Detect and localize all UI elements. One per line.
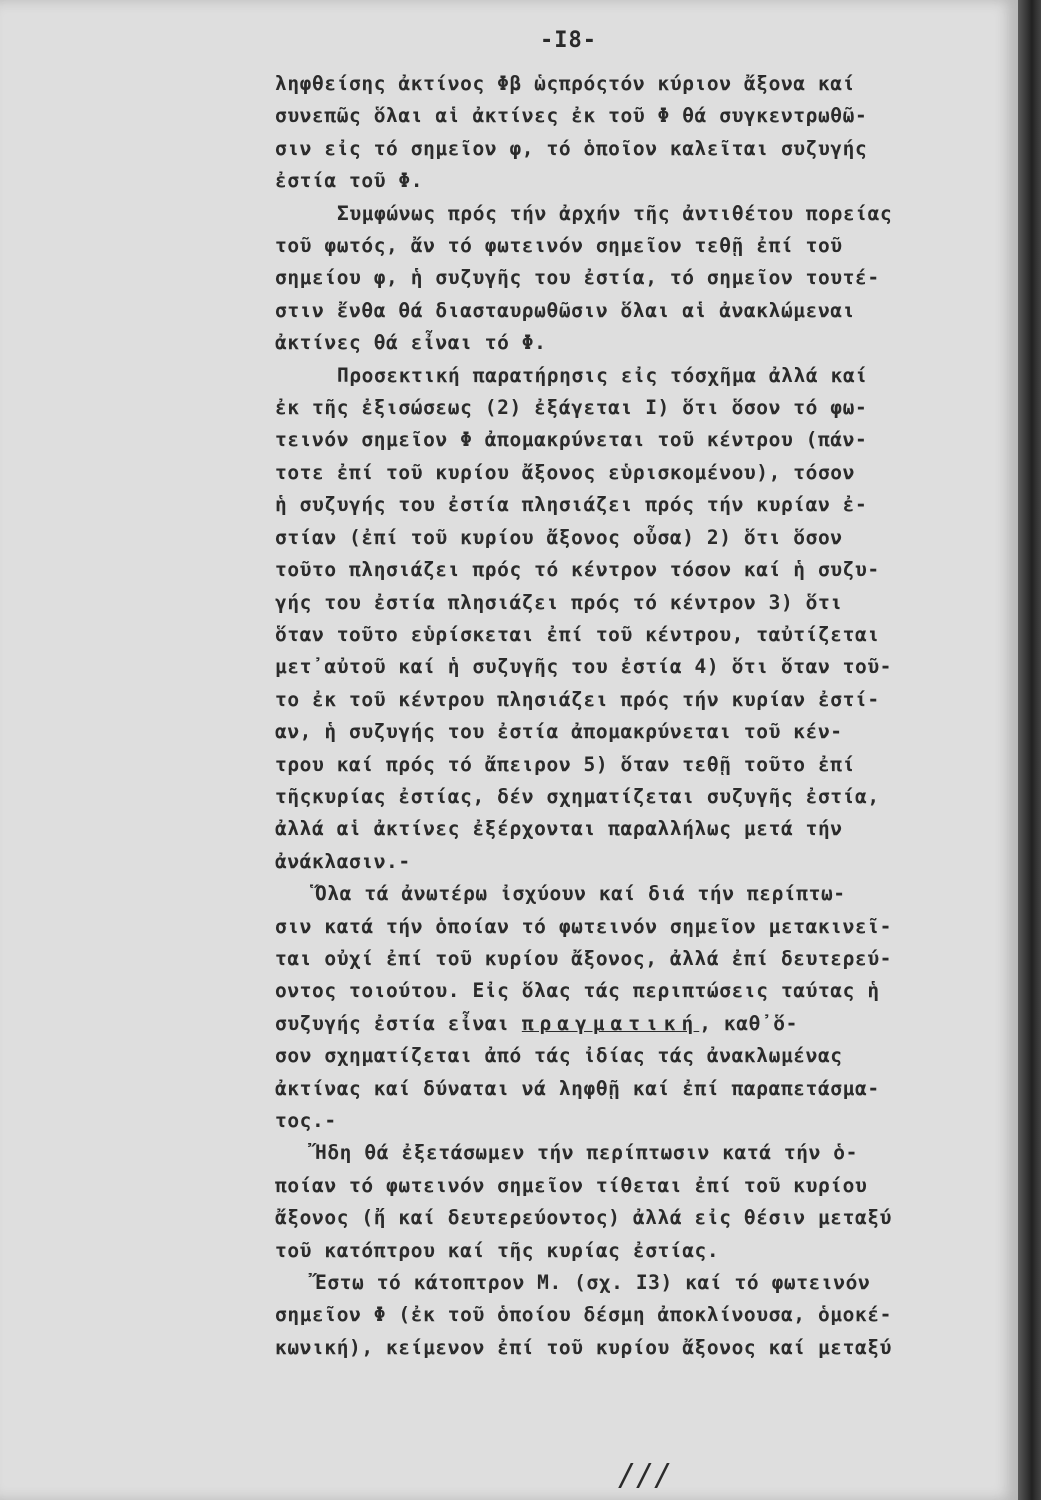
text-line: ἐκ τῆς ἐξισώσεως (2) ἐξάγεται Ι) ὅτι ὅσον τό φω- <box>275 396 868 420</box>
text-line: τῆςκυρίας ἐστίας, δέν σχηματίζεται συζυγῆς ἐστία, <box>275 784 880 808</box>
text-line: ὅταν τοῦτο εὑρίσκεται ἐπί τοῦ κέντρου, ταὐτίζεται <box>275 622 880 646</box>
text-line: ληφθείσης ἀκτίνος Φβ ὡςπρόςτόν κύριον ἄξονα καί <box>275 72 855 95</box>
text-line <box>275 1008 990 1040</box>
text-line: Προσεκτική παρατήρησις εἰς τόσχῆμα ἀλλά καί <box>337 363 868 387</box>
text-line: γής του ἐστία πλησιάζει πρός τό κέντρον 3) ὅτι <box>275 590 843 614</box>
text-line: σον σχηματίζεται ἀπό τάς ἰδίας τάς ἀνακλωμένας <box>275 1044 843 1068</box>
text-line: στίαν (ἐπί τοῦ κυρίου ἄξονος οὖσα) 2) ὅτι ὅσον <box>275 525 843 549</box>
body-text <box>275 68 990 1364</box>
page-edge <box>1018 0 1041 1500</box>
text-line: Ὅλα τά ἀνωτέρω ἰσχύουν καί διά τήν περίπτω- <box>315 882 846 906</box>
emphasized-word: πραγματική <box>521 1011 700 1035</box>
text-line: ἐστία τοῦ Φ. <box>275 169 424 193</box>
text-line: οντος τοιούτου. Εἰς ὅλας τάς περιπτώσεις ταύτας ἡ <box>275 979 880 1003</box>
text-line: ἀκτίνες θά εἶναι τό Φ. <box>275 331 547 355</box>
text-line: τοῦ κατόπτρου καί τῆς κυρίας ἐστίας. <box>275 1238 720 1262</box>
text-line: ἀλλά αἱ ἀκτίνες ἐξέρχονται παραλλήλως μετά τήν <box>275 817 843 841</box>
text-line: στιν ἔνθα θά διασταυρωθῶσιν ὅλαι αἱ ἀνακλώμεναι <box>275 298 855 322</box>
text-line: ποίαν τό φωτεινόν σημεῖον τίθεται ἐπί τοῦ κυρίου <box>275 1173 868 1197</box>
text-line: ἄξονος (ἤ καί δευτερεύοντος) ἀλλά εἰς θέσιν μεταξύ <box>275 1206 892 1230</box>
text-line: ται οὐχί ἐπί τοῦ κυρίου ἄξονος, ἀλλά ἐπί δευτερεύ- <box>275 946 892 970</box>
text-line: ἀκτίνας καί δύναται νά ληφθῇ καί ἐπί παραπετάσμα- <box>275 1076 880 1100</box>
text-line: κωνική), κείμενον ἐπί τοῦ κυρίου ἄξονος καί μεταξύ <box>275 1335 892 1359</box>
text-line: Ἔστω τό κάτοπτρον Μ. (σχ. Ι3) καί τό φωτεινόν <box>315 1271 871 1295</box>
text-segment: , καθ᾽ὅ- <box>699 1011 798 1035</box>
text-line: Ἤδη θά ἐξετάσωμεν τήν περίπτωσιν κατά τήν ὁ- <box>315 1141 858 1165</box>
text-segment: συζυγής ἐστία εἶναι <box>275 1011 510 1035</box>
text-line: συνεπῶς ὅλαι αἱ ἀκτίνες ἐκ τοῦ Φ θά συγκεντρωθῶ- <box>275 104 868 128</box>
text-line: τος.- <box>275 1109 337 1132</box>
text-line: σημείου φ, ἡ συζυγῆς του ἐστία, τό σημεῖον τουτέ- <box>275 266 880 290</box>
text-line: σιν εἰς τό σημεῖον φ, τό ὁποῖον καλεῖται συζυγής <box>275 136 868 160</box>
text-line: αν, ἡ συζυγής του ἐστία ἀπομακρύνεται τοῦ κέν- <box>275 720 843 744</box>
text-line: τοτε ἐπί τοῦ κυρίου ἄξονος εὑρισκομένου), τόσον <box>275 460 855 484</box>
text-line: τοῦτο πλησιάζει πρός τό κέντρον τόσον καί ἡ συζυ- <box>275 558 880 582</box>
page-number: -I8- <box>540 28 597 53</box>
text-line: τεινόν σημεῖον Φ ἀπομακρύνεται τοῦ κέντρου (πάν- <box>275 428 868 452</box>
text-line: το ἐκ τοῦ κέντρου πλησιάζει πρός τήν κυρίαν ἐστί- <box>275 687 880 711</box>
text-line: Συμφώνως πρός τήν ἀρχήν τῆς ἀντιθέτου πορείας <box>337 201 893 225</box>
continuation-marks: /// <box>618 1458 673 1493</box>
text-line: ἀνάκλασιν.- <box>275 849 411 873</box>
text-line: σημεῖον Φ (ἐκ τοῦ ὁποίου δέσμη ἀποκλίνουσα, ὁμοκέ- <box>275 1303 892 1327</box>
text-line: τοῦ φωτός, ἄν τό φωτεινόν σημεῖον τεθῇ ἐπί τοῦ <box>275 234 843 258</box>
text-line: μετ᾽αὐτοῦ καί ἡ συζυγῆς του ἐστία 4) ὅτι ὅταν τοῦ- <box>275 655 892 679</box>
text-line: ἡ συζυγής του ἐστία πλησιάζει πρός τήν κυρίαν ἐ- <box>275 493 868 517</box>
text-line: τρου καί πρός τό ἄπειρον 5) ὅταν τεθῇ τοῦτο ἐπί <box>275 752 855 776</box>
text-line: σιν κατά τήν ὁποίαν τό φωτεινόν σημεῖον μετακινεῖ- <box>275 914 892 938</box>
